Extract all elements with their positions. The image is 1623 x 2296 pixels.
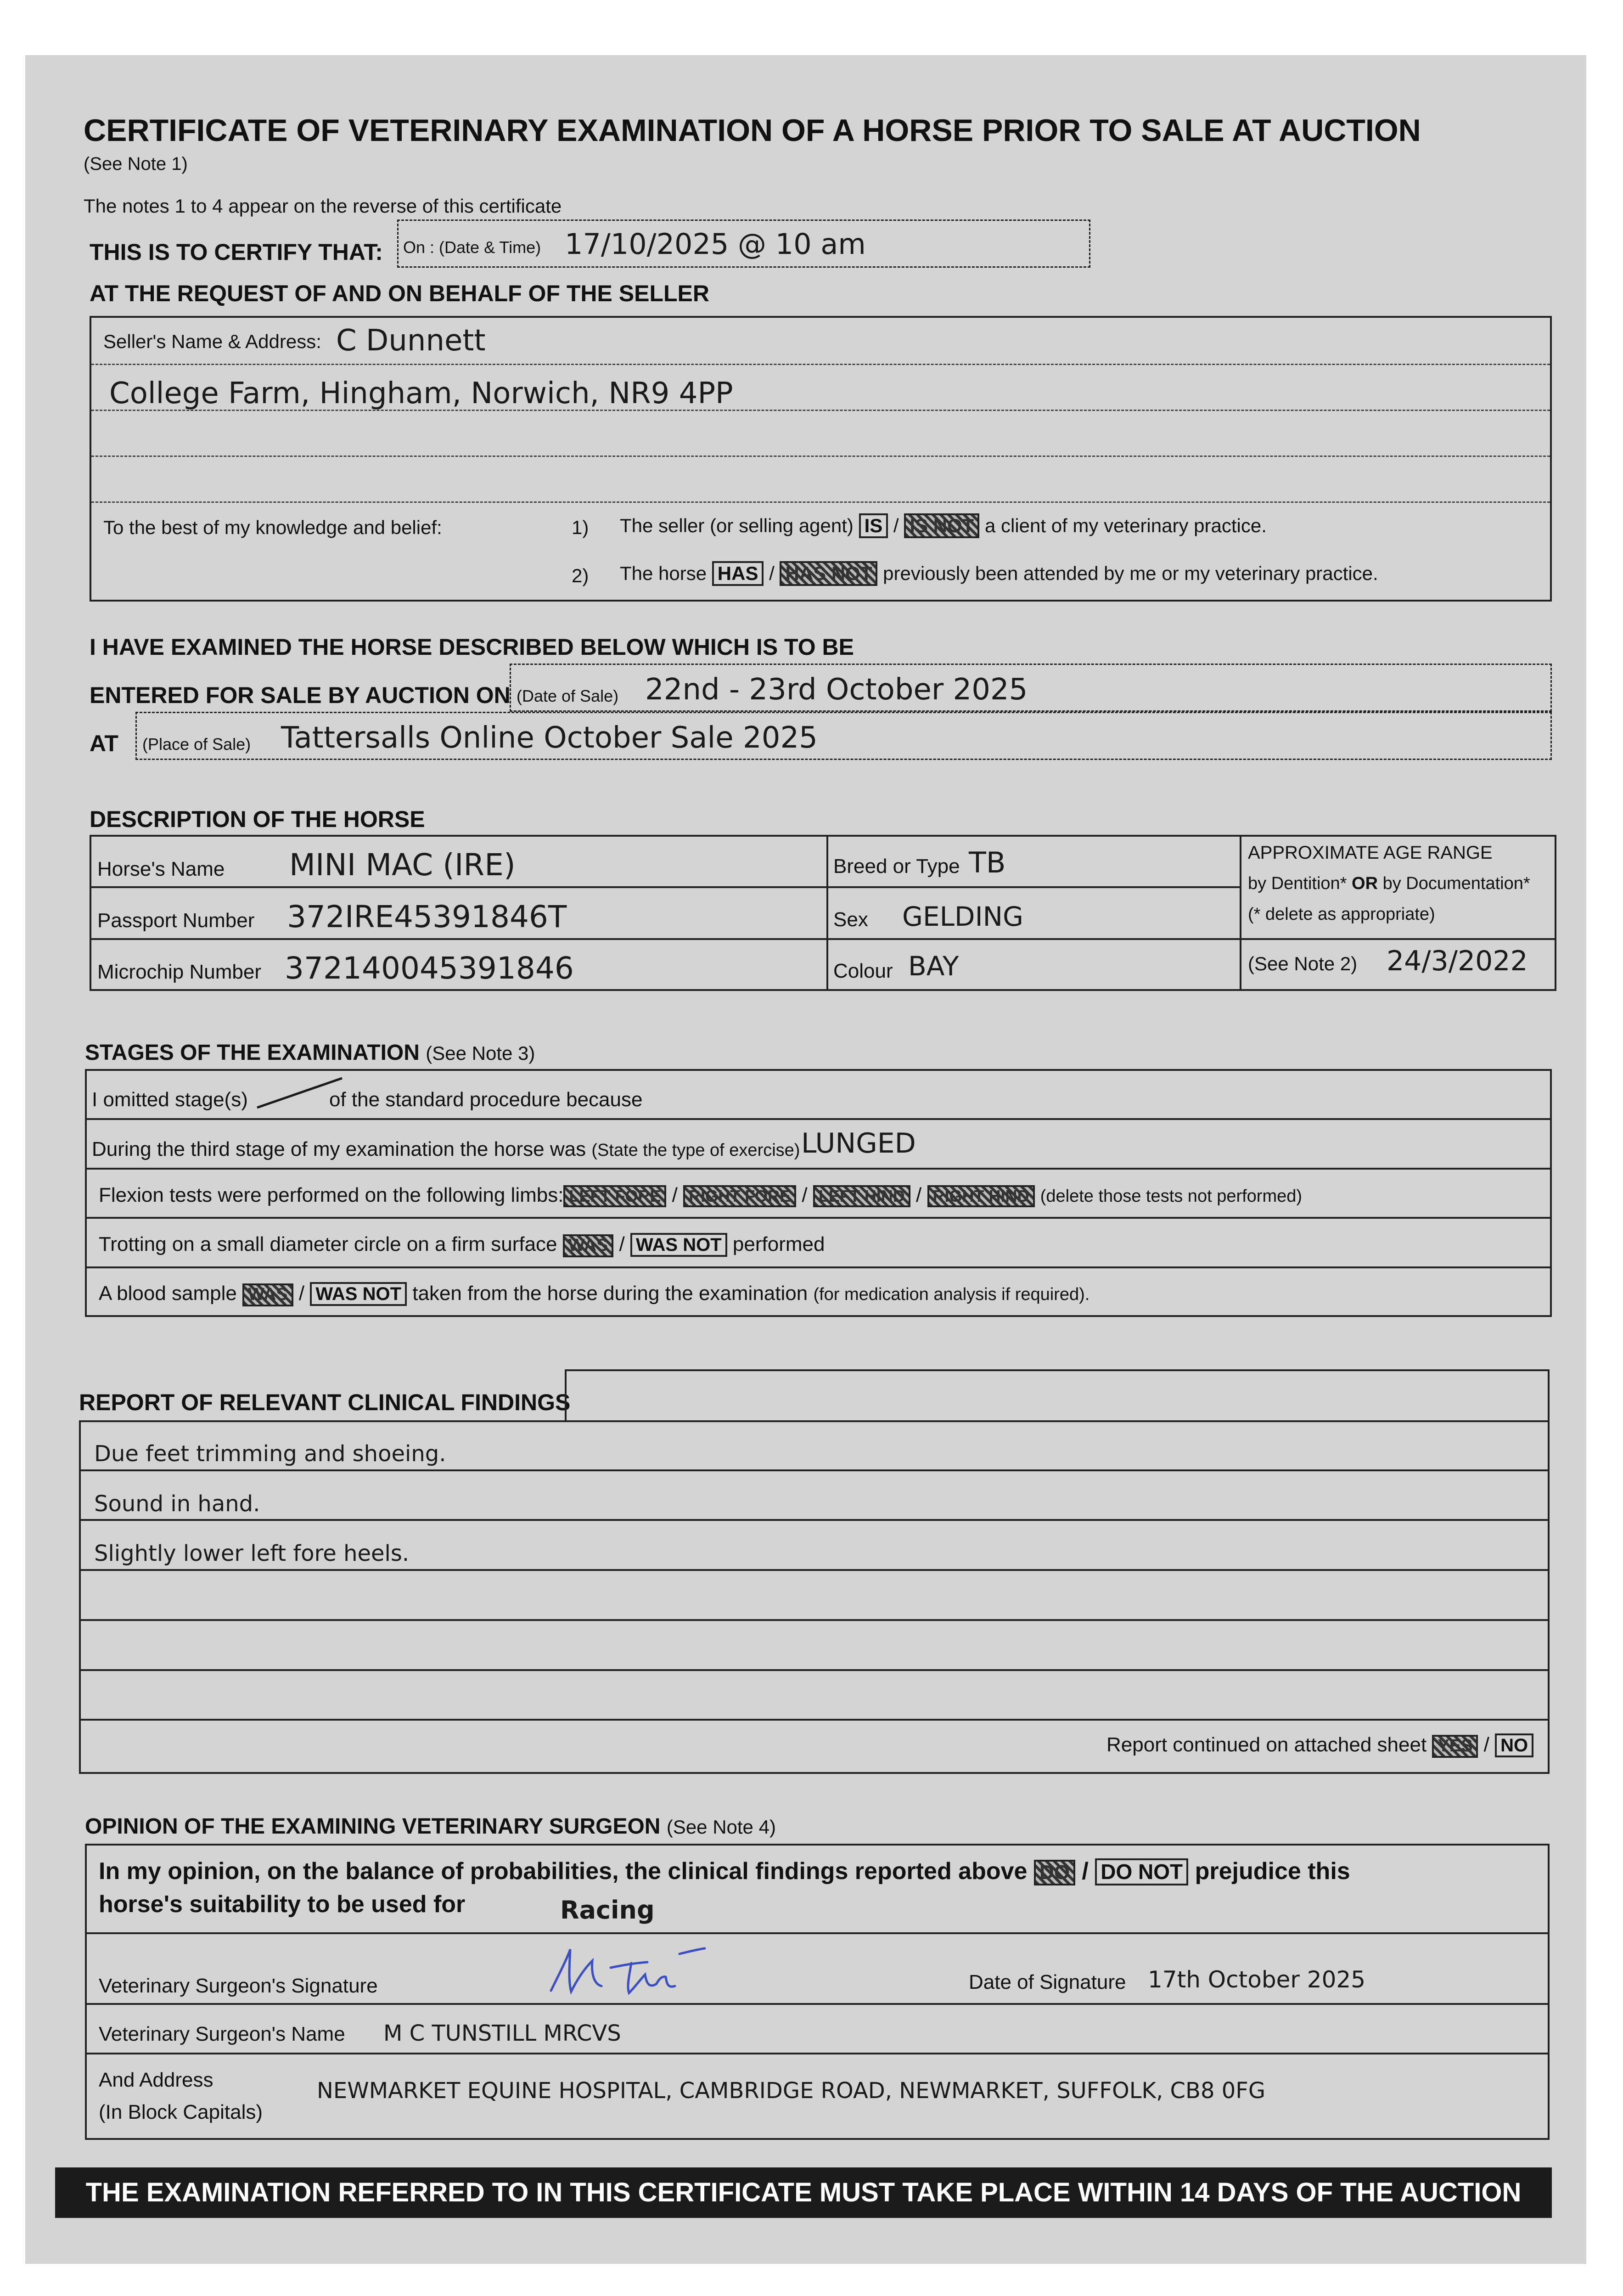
statement-1: The seller (or selling agent) IS / IS NOT a client of my veterinary practice. [620,513,1267,538]
blood-was-deleted[interactable]: WAS [242,1283,293,1306]
address-label-2: (In Block Capitals) [99,2101,263,2123]
flexion-tests: Flexion tests were performed on the following limbs: LEFT FORE / RIGHT FORE / LEFT HIND / RIGHT HIND (delete those tests not performed) [99,1184,1303,1206]
certificate-title: CERTIFICATE OF VETERINARY EXAMINATION OF A HORSE PRIOR TO SALE AT AUCTION [84,113,1421,148]
sale-date-label: (Date of Sale) [517,687,619,705]
seller-box [90,316,1552,602]
trotting-line: Trotting on a small diameter circle on a firm surface WAS / WAS NOT performed [99,1233,825,1257]
microchip-number: 372140045391846 [285,951,574,986]
description-heading: DESCRIPTION OF THE HORSE [90,806,425,832]
option-is-not-deleted[interactable]: IS NOT [904,513,979,538]
report-heading-extension [565,1369,1550,1422]
sale-date: 22nd - 23rd October 2025 [645,673,1028,707]
trot-was-not[interactable]: WAS NOT [630,1233,727,1257]
certify-label: THIS IS TO CERTIFY THAT: [90,239,383,265]
omitted-stages-b: of the standard procedure because [329,1088,643,1111]
age-value: 24/3/2022 [1387,945,1528,977]
seller-address: College Farm, Hingham, Norwich, NR9 4PP [109,377,733,411]
third-stage-label: During the third stage of my examination the horse was (State the type of exercise) [92,1138,800,1160]
horse-name-label: Horse's Name [97,858,225,880]
surgeon-name: M C TUNSTILL MRCVS [383,2020,621,2046]
sale-place-label: (Place of Sale) [142,735,251,754]
finding-line-3: Slightly lower left fore heels. [94,1541,410,1566]
passport-label: Passport Number [97,909,255,932]
seller-name-label: Seller's Name & Address: [103,331,321,352]
microchip-label: Microchip Number [97,961,261,983]
colour-value: BAY [908,951,959,982]
passport-number: 372IRE45391846T [287,899,567,934]
sex-value: GELDING [902,901,1024,932]
report-heading: REPORT OF RELEVANT CLINICAL FINDINGS [79,1390,571,1415]
veterinary-signature [542,1940,707,2000]
flexion-right-hind-deleted[interactable]: RIGHT HIND [927,1185,1035,1207]
entered-line: ENTERED FOR SALE BY AUCTION ON [90,682,511,708]
breed-label: Breed or Type [833,855,960,878]
statement-1-number: 1) [572,517,589,538]
opinion-do-deleted[interactable]: DO [1034,1860,1075,1885]
option-is[interactable]: IS [859,513,888,538]
exam-datetime: 17/10/2025 @ 10 am [565,227,866,261]
sex-label: Sex [833,908,868,931]
report-table [79,1420,1550,1774]
age-range-method: by Dentition* OR by Documentation* [1248,874,1530,893]
signature-label: Veterinary Surgeon's Signature [99,1975,378,1997]
omitted-stages-a: I omitted stage(s) [92,1088,248,1111]
blood-sample-line: A blood sample WAS / WAS NOT taken from the horse during the examination (for medication analysis if required). [99,1282,1089,1306]
stages-heading: STAGES OF THE EXAMINATION (See Note 3) [85,1041,535,1065]
age-range-delete-note: (* delete as appropriate) [1248,905,1435,924]
blood-was-not[interactable]: WAS NOT [310,1282,407,1306]
opinion-do-not[interactable]: DO NOT [1095,1858,1188,1885]
on-datetime-label: On : (Date & Time) [403,238,541,257]
sale-place: Tattersalls Online October Sale 2025 [281,721,818,755]
continued-yes-deleted[interactable]: YES [1432,1735,1478,1758]
seller-name: C Dunnett [336,324,486,358]
request-line: AT THE REQUEST OF AND ON BEHALF OF THE SELLER [90,281,709,306]
exercise-type: LUNGED [801,1127,916,1159]
age-range-title: APPROXIMATE AGE RANGE [1248,843,1493,863]
horse-name: MINI MAC (IRE) [289,847,516,883]
trot-was-deleted[interactable]: WAS [563,1234,614,1257]
finding-line-1: Due feet trimming and shoeing. [94,1441,446,1467]
statement-2: The horse HAS / HAS NOT previously been attended by me or my veterinary practice. [620,561,1378,586]
colour-label: Colour [833,960,893,982]
notes-line: The notes 1 to 4 appear on the reverse of this certificate [84,195,562,217]
age-see-note-2: (See Note 2) [1248,953,1358,974]
see-note-1: (See Note 1) [84,154,188,174]
examined-line: I HAVE EXAMINED THE HORSE DESCRIBED BELOW WHICH IS TO BE [90,634,854,660]
suitability-line: horse's suitability to be used for [99,1891,466,1918]
address-label-1: And Address [99,2069,213,2091]
surgeon-address: NEWMARKET EQUINE HOSPITAL, CAMBRIDGE ROAD, NEWMARKET, SUFFOLK, CB8 0FG [317,2078,1266,2104]
footer-banner: THE EXAMINATION REFERRED TO IN THIS CERTIFICATE MUST TAKE PLACE WITHIN 14 DAYS OF THE AUCTION [55,2167,1552,2218]
intended-use: Racing [560,1896,655,1925]
opinion-heading: OPINION OF THE EXAMINING VETERINARY SURGEON (See Note 4) [85,1814,776,1839]
flexion-right-fore-deleted[interactable]: RIGHT FORE [683,1185,796,1207]
option-has[interactable]: HAS [712,561,764,586]
statement-2-number: 2) [572,565,589,586]
report-continued: Report continued on attached sheet YES / NO [1106,1733,1533,1758]
flexion-left-hind-deleted[interactable]: LEFT HIND [813,1185,910,1207]
surgeon-name-label: Veterinary Surgeon's Name [99,2023,345,2045]
option-has-not-deleted[interactable]: HAS NOT [780,561,877,586]
flexion-left-fore-deleted[interactable]: LEFT FORE [563,1185,666,1207]
signature-date: 17th October 2025 [1148,1966,1366,1993]
breed-value: TB [969,846,1006,879]
finding-line-2: Sound in hand. [94,1491,260,1517]
continued-no[interactable]: NO [1495,1733,1533,1757]
opinion-statement: In my opinion, on the balance of probabilities, the clinical findings reported above DO / DO NOT prejudice this [99,1857,1350,1885]
signature-date-label: Date of Signature [969,1971,1126,1993]
at-label: AT [90,731,118,756]
knowledge-label: To the best of my knowledge and belief: [103,517,442,538]
